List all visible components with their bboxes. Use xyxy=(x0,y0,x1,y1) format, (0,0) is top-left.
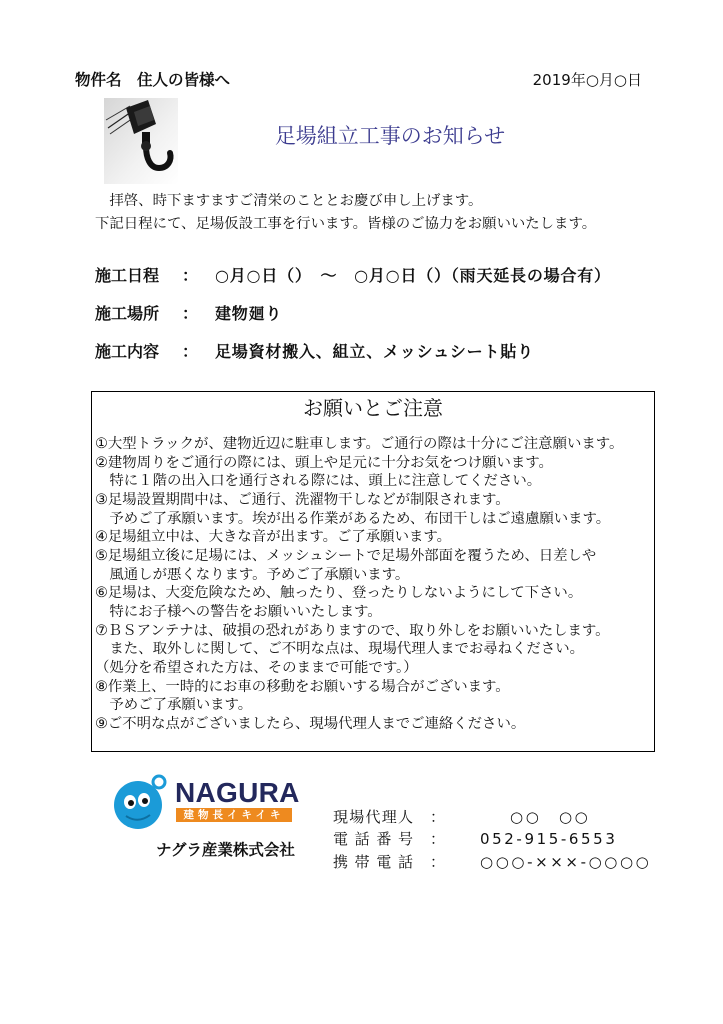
notice-line: 風通しが悪くなります。予めご了承願います。 xyxy=(95,566,410,583)
recipient-line: 物件名 住人の皆様へ xyxy=(75,71,231,89)
contact-label-mobile: 携帯電話 xyxy=(333,853,413,871)
detail-label-location: 施工場所 xyxy=(95,304,160,323)
nagura-logo-icon xyxy=(106,772,170,832)
notice-line: 特に１階の出入口を通行される際には、頭上に注意してください。 xyxy=(95,473,542,490)
contact-value-phone: 052-915-6553 xyxy=(480,830,618,848)
notice-list xyxy=(95,435,651,734)
detail-label-content: 施工内容 xyxy=(95,342,160,361)
greeting-line: 下記日程にて、足場仮設工事を行います。皆様のご協力をお願いいたします。 xyxy=(95,216,597,232)
detail-separator: ： xyxy=(182,342,199,361)
notice-line: 予めご了承願います。埃が出る作業があるため、布団干しはご遠慮願います。 xyxy=(95,510,611,527)
detail-value-content: 足場資材搬入、組立、メッシュシート貼り xyxy=(215,342,534,361)
detail-value-location: 建物廻り xyxy=(215,304,283,323)
detail-separator: ： xyxy=(182,304,199,323)
notice-line: 特にお子様への警告をお願いいたします。 xyxy=(95,603,382,620)
detail-value-schedule: ○月○日（） ～ ○月○日（）（雨天延長の場合有） xyxy=(215,266,611,285)
company-tagline: 建物長イキイキ xyxy=(176,808,292,822)
contact-value-mobile: ○○○-×××-○○○○ xyxy=(480,853,652,871)
notice-line: 予めご了承願います。 xyxy=(95,697,253,714)
contact-separator: ： xyxy=(430,853,446,871)
notice-line: ③足場設置期間中は、ご通行、洗濯物干しなどが制限されます。 xyxy=(95,491,510,508)
notice-line: ⑦ＢＳアンテナは、破損の恐れがありますので、取り外しをお願いいたします。 xyxy=(95,622,610,639)
crane-hook-image xyxy=(104,98,178,184)
document-date: 2019年○月○日 xyxy=(532,71,642,89)
contact-value-manager: ○○ ○○ xyxy=(510,808,591,826)
notice-line: ④足場組立中は、大きな音が出ます。ご了承願います。 xyxy=(95,529,451,546)
detail-label-schedule: 施工日程 xyxy=(95,266,160,285)
notice-title: お願いとご注意 xyxy=(303,396,443,420)
contact-separator: ： xyxy=(430,830,446,848)
detail-separator: ： xyxy=(182,266,199,285)
company-logo-text: NAGURA xyxy=(175,777,300,808)
notice-line: ⑧作業上、一時的にお車の移動をお願いする場合がございます。 xyxy=(95,678,510,695)
greeting-line: 拝啓、時下ますますご清栄のこととお慶び申し上げます。 xyxy=(95,193,483,209)
contact-separator: ： xyxy=(430,808,446,826)
notice-box xyxy=(91,391,655,752)
company-name: ナグラ産業株式会社 xyxy=(156,841,295,859)
notice-line: ⑨ご不明な点がございましたら、現場代理人までご連絡ください。 xyxy=(95,715,526,732)
notice-line: ⑥足場は、大変危険なため、触ったり、登ったりしないようにして下さい。 xyxy=(95,585,583,602)
notice-line: ②建物周りをご通行の際には、頭上や足元に十分お気をつけ願います。 xyxy=(95,454,553,471)
notice-line: また、取外しに関して、ご不明な点は、現場代理人までお尋ねください。 xyxy=(95,641,584,658)
contact-label-manager: 現場代理人 xyxy=(333,808,413,826)
notice-line: （処分を希望された方は、そのままで可能です。） xyxy=(95,659,418,676)
contact-label-phone: 電話番号 xyxy=(333,830,413,848)
notice-line: ①大型トラックが、建物近辺に駐車します。ご通行の際は十分にご注意願います。 xyxy=(95,436,624,452)
notice-line: ⑤足場組立後に足場には、メッシュシートで足場外部面を覆うため、日差しや xyxy=(95,547,597,564)
page-title: 足場組立工事のお知らせ xyxy=(274,124,506,148)
